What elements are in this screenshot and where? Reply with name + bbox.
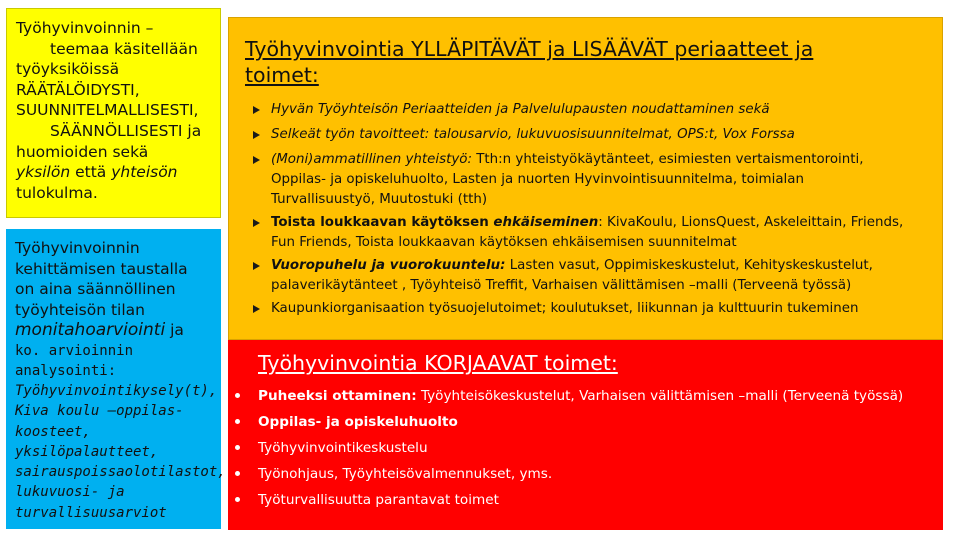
ja-text: ja bbox=[165, 321, 184, 340]
blue-box bbox=[6, 229, 226, 529]
list-item: Työnohjaus, Työyhteisövalmennukset, yms. bbox=[232, 464, 943, 484]
bullying-heading-b: ehkäiseminen bbox=[493, 215, 599, 230]
list-item: Selkeät työn tavoitteet: talousarvio, lukuvuosisuunnitelmat, OPS:t, Vox Forssa bbox=[245, 125, 942, 145]
list-item bbox=[232, 386, 943, 406]
yhteison-text: yhteisön bbox=[111, 163, 178, 182]
blue-mono-line-1: ko. arvioinnin bbox=[15, 342, 134, 359]
dialogue-text: Lasten vasut, Oppimiskeskustelut, Kehityskeskustelut, bbox=[505, 258, 873, 273]
maintaining-actions-list bbox=[245, 100, 942, 319]
yksilon-text: yksilön bbox=[16, 163, 71, 182]
yellow-line-9: tulokulma. bbox=[16, 183, 98, 202]
orange-title-line-1: Työhyvinvointia YLLÄPITÄVÄT ja LISÄÄVÄT periaatteet ja bbox=[245, 37, 814, 61]
list-item: Työhyvinvointikeskustelu bbox=[232, 438, 943, 458]
orange-title-line-2: toimet: bbox=[245, 63, 319, 87]
etta-text: että bbox=[70, 163, 112, 182]
list-item: Työturvallisuutta parantavat toimet bbox=[232, 490, 943, 510]
red-box bbox=[228, 340, 943, 530]
list-item bbox=[245, 213, 942, 253]
blue-italic-line-4: yksilöpalautteet, bbox=[15, 443, 159, 460]
yellow-line-2: teemaa käsitellään bbox=[50, 39, 198, 58]
corrective-actions-list bbox=[232, 386, 943, 510]
list-item bbox=[245, 256, 942, 296]
monitahoarviointi-text: monitahoarviointi bbox=[15, 320, 166, 341]
blue-italic-line-5: sairauspoissaolotilastot, bbox=[15, 464, 226, 481]
raising-issue-text: Työyhteisökeskustelut, Varhaisen välittämisen –malli (Terveenä työssä) bbox=[416, 388, 904, 404]
collaboration-text: Tth:n yhteistyökäytänteet, esimiesten vertaismentorointi, bbox=[471, 152, 864, 167]
yellow-line-7: huomioiden sekä bbox=[16, 142, 149, 161]
dialogue-line-2: palaverikäytänteet , Työyhteisö Treffit, Varhaisen välittämisen –malli (Terveenä työssä) bbox=[271, 278, 852, 293]
dialogue-heading: Vuoropuhelu ja vuorokuuntelu: bbox=[271, 258, 506, 273]
yellow-line-4: RÄÄTÄLÖIDYSTI, bbox=[16, 80, 140, 99]
list-item: Kaupunkiorganisaation työsuojelutoimet; koulutukset, liikunnan ja kulttuurin tukeminen bbox=[245, 299, 942, 319]
yellow-line-3: työyksiköissä bbox=[16, 60, 120, 79]
yellow-line-6: SÄÄNNÖLLISESTI ja bbox=[50, 121, 202, 140]
blue-line-4: työyhteisön tilan bbox=[15, 300, 145, 319]
yellow-line-5: SUUNNITELMALLISESTI, bbox=[16, 101, 199, 120]
blue-line-5 bbox=[15, 320, 221, 341]
bullying-heading-a: Toista loukkaavan käytöksen bbox=[271, 215, 494, 230]
red-title: Työhyvinvointia KORJAAVAT toimet: bbox=[258, 351, 618, 375]
blue-italic-line-2: Kiva koulu –oppilas- bbox=[15, 403, 184, 420]
orange-title bbox=[245, 36, 942, 88]
collaboration-heading: (Moni)ammatillinen yhteistyö: bbox=[271, 152, 472, 167]
bullying-line-2: Fun Friends, Toista loukkaavan käytöksen ehkäisemisen suunnitelmat bbox=[271, 235, 737, 250]
collaboration-line-3: Turvallisuustyö, Muutostuki (tth) bbox=[271, 192, 488, 207]
blue-line-1: Työhyvinvoinnin bbox=[15, 239, 140, 257]
blue-italic-line-6: lukuvuosi- ja bbox=[15, 484, 125, 501]
collaboration-line-2: Oppilas- ja opiskeluhuolto, Lasten ja nuorten Hyvinvointisuunnitelma, toimialan bbox=[271, 172, 804, 187]
blue-italic-line-7: turvallisuusarviot bbox=[15, 504, 167, 521]
yellow-line-1: Työhyvinvoinnin – bbox=[16, 19, 154, 37]
blue-line-3: on aina säännöllinen bbox=[15, 280, 176, 299]
blue-mono-line-2: analysointi: bbox=[15, 362, 117, 379]
yellow-box bbox=[6, 8, 221, 218]
blue-line-2: kehittämisen taustalla bbox=[15, 259, 188, 278]
blue-italic-line-1: Työhyvinvointikysely(t), bbox=[15, 382, 218, 399]
list-item bbox=[245, 150, 942, 210]
orange-box bbox=[228, 17, 943, 340]
list-item: Hyvän Työyhteisön Periaatteiden ja Palvelulupausten noudattaminen sekä bbox=[245, 100, 942, 120]
blue-italic-line-3: koosteet, bbox=[15, 423, 91, 440]
raising-issue-heading: Puheeksi ottaminen: bbox=[258, 388, 417, 404]
bullying-text: : KivaKoulu, LionsQuest, Askeleittain, Friends, bbox=[598, 215, 904, 230]
list-item: Oppilas- ja opiskeluhuolto bbox=[232, 412, 943, 432]
yellow-line-8 bbox=[16, 162, 220, 183]
